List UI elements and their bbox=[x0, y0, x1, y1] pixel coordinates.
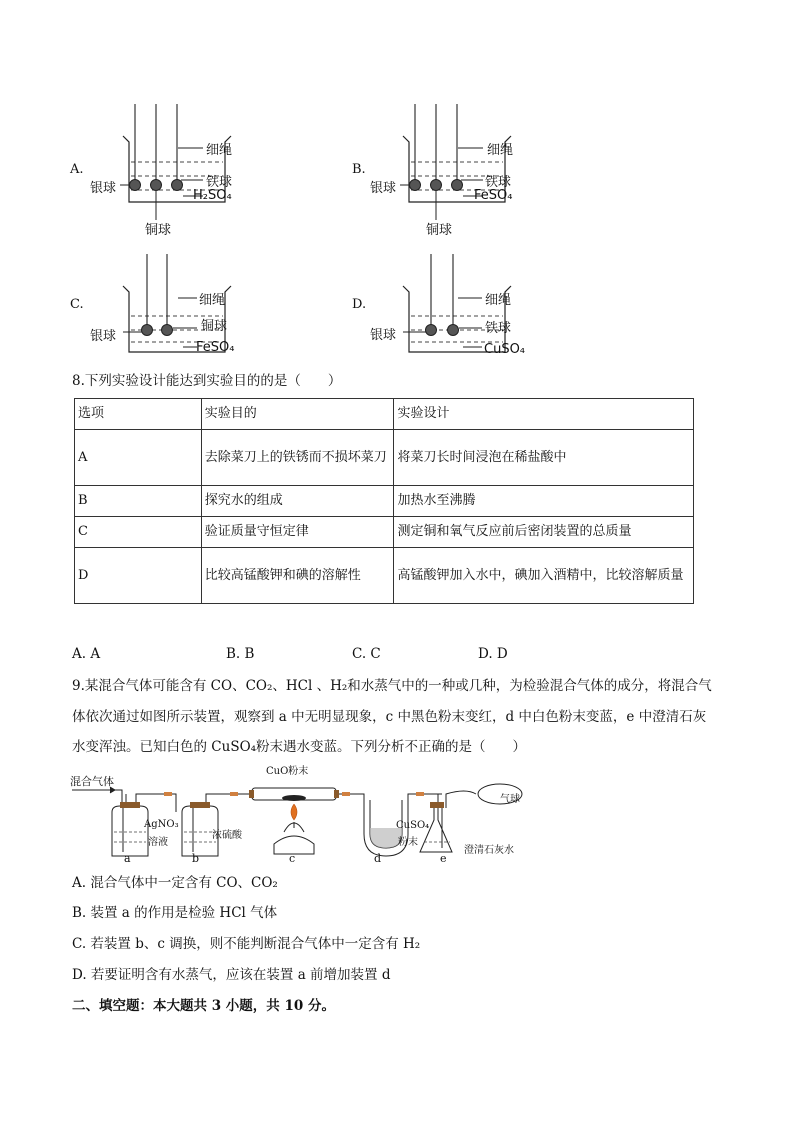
label-solution: 溶液 bbox=[148, 837, 168, 848]
table-cell: 探究水的组成 bbox=[201, 486, 394, 517]
table-cell: 加热水至沸腾 bbox=[394, 486, 694, 517]
label-cuso4: CuSO₄ bbox=[396, 820, 430, 831]
label-device-b: b bbox=[192, 852, 200, 865]
label-limewater: 澄清石灰水 bbox=[464, 845, 514, 856]
table-header: 实验目的 bbox=[201, 399, 394, 430]
experiment-table bbox=[74, 398, 694, 604]
label-device-c: c bbox=[289, 852, 296, 865]
answer-option-c: C. C bbox=[352, 646, 381, 662]
table-cell: 去除菜刀上的铁锈而不损坏菜刀 bbox=[201, 430, 394, 486]
label-silver-ball: 银球 bbox=[370, 328, 397, 343]
table-cell: 验证质量守恒定律 bbox=[201, 517, 394, 548]
copper-ball bbox=[151, 180, 162, 191]
label-copper-ball: 铜球 bbox=[201, 319, 228, 334]
option-letter-b: B. bbox=[352, 162, 366, 177]
label-conc-h2so4: 浓硫酸 bbox=[212, 830, 242, 841]
label-string: 细绳 bbox=[206, 143, 233, 158]
table-row bbox=[75, 517, 694, 548]
label-string: 细绳 bbox=[487, 143, 514, 158]
label-iron-ball: 铁球 bbox=[485, 175, 512, 190]
table-header: 选项 bbox=[75, 399, 202, 430]
question-9-line-2: 体依次通过如图所示装置，观察到 a 中无明显现象，c 中黑色粉末变红，d 中白色粉末变蓝，e 中澄清石灰 bbox=[72, 709, 707, 725]
label-string: 细绳 bbox=[485, 293, 512, 308]
table-cell: D bbox=[75, 548, 202, 604]
table-header: 实验设计 bbox=[394, 399, 694, 430]
beaker-figure-b bbox=[365, 100, 605, 240]
option-letter-c: C. bbox=[70, 297, 84, 312]
label-iron-ball: 铁球 bbox=[206, 175, 233, 190]
table-cell: A bbox=[75, 430, 202, 486]
table-row bbox=[75, 430, 694, 486]
table-cell: 高锰酸钾加入水中，碘加入酒精中，比较溶解质量 bbox=[394, 548, 694, 604]
label-mixed-gas: 混合气体 bbox=[70, 775, 114, 788]
label-solution: CuSO₄ bbox=[484, 342, 526, 357]
label-agno3: AgNO₃ bbox=[144, 819, 179, 830]
option-letter-a: A. bbox=[70, 162, 84, 177]
iron-ball bbox=[172, 180, 183, 191]
label-device-e: e bbox=[440, 852, 447, 865]
label-solution: FeSO₄ bbox=[196, 340, 235, 355]
answer-option-a: A. A bbox=[72, 646, 101, 662]
label-solution: H₂SO₄ bbox=[193, 188, 232, 203]
label-device-d: d bbox=[374, 852, 382, 865]
label-silver-ball: 银球 bbox=[90, 181, 117, 196]
table-cell: 比较高锰酸钾和碘的溶解性 bbox=[201, 548, 394, 604]
label-silver-ball: 银球 bbox=[90, 329, 117, 344]
table-cell: B bbox=[75, 486, 202, 517]
label-powder: 粉末 bbox=[398, 837, 418, 848]
label-device-a: a bbox=[124, 852, 131, 865]
table-cell: C bbox=[75, 517, 202, 548]
option-letter-d: D. bbox=[352, 297, 367, 312]
label-iron-ball: 铁球 bbox=[485, 321, 512, 336]
label-string: 细绳 bbox=[199, 293, 226, 308]
beaker-figure-a bbox=[85, 100, 325, 240]
label-balloon: 气球 bbox=[500, 794, 520, 805]
answer-option-d: D. D bbox=[478, 646, 508, 662]
section-heading: 二、填空题：本大题共 3 小题，共 10 分。 bbox=[72, 998, 335, 1014]
table-cell: 将菜刀长时间浸泡在稀盐酸中 bbox=[394, 430, 694, 486]
table-row bbox=[75, 486, 694, 517]
table-row bbox=[75, 548, 694, 604]
label-copper-ball: 铜球 bbox=[426, 223, 453, 238]
table-cell: 测定铜和氧气反应前后密闭装置的总质量 bbox=[394, 517, 694, 548]
answer-option-b: B. B bbox=[226, 646, 255, 662]
silver-ball bbox=[130, 180, 141, 191]
question-9-line-1: 9.某混合气体可能含有 CO、CO₂、HCl 、H₂和水蒸气中的一种或几种，为检验混合气体的成分，将混合气 bbox=[72, 678, 712, 694]
label-copper-ball: 铜球 bbox=[145, 223, 172, 238]
question-9-option-a: A. 混合气体中一定含有 CO、CO₂ bbox=[72, 875, 278, 891]
table-header-row bbox=[75, 399, 694, 430]
label-cuo-powder: CuO粉末 bbox=[266, 766, 309, 777]
question-9-option-d: D. 若要证明含有水蒸气，应该在装置 a 前增加装置 d bbox=[72, 967, 391, 983]
label-silver-ball: 银球 bbox=[370, 181, 397, 196]
question-8-stem: 8.下列实验设计能达到实验目的的是（ ） bbox=[72, 373, 342, 389]
question-9-line-3: 水变浑浊。已知白色的 CuSO₄粉末遇水变蓝。下列分析不正确的是（ ） bbox=[72, 739, 527, 755]
question-9-option-c: C. 若装置 b、c 调换，则不能判断混合气体中一定含有 H₂ bbox=[72, 936, 421, 952]
question-9-option-b: B. 装置 a 的作用是检验 HCl 气体 bbox=[72, 905, 278, 921]
label-solution: FeSO₄ bbox=[474, 188, 513, 203]
